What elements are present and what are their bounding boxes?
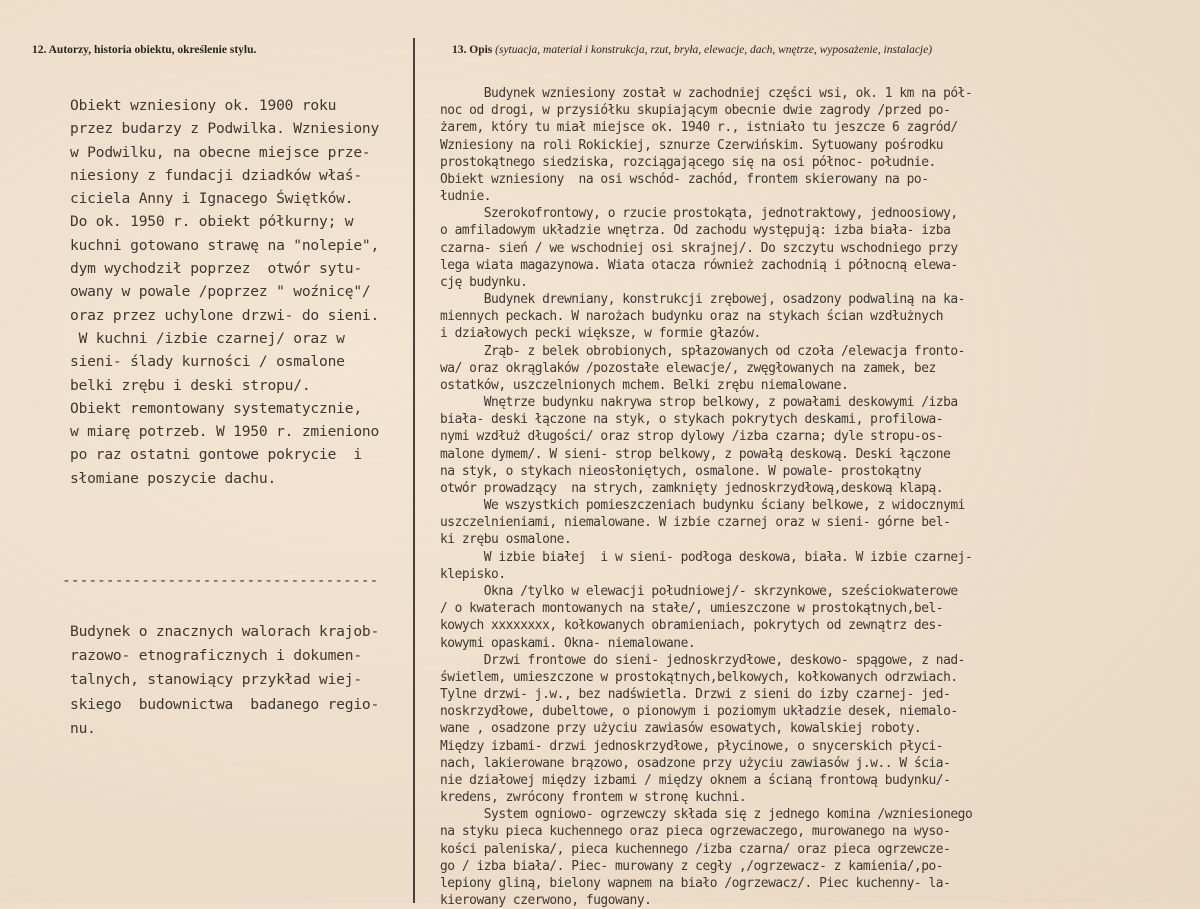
history-paragraph: Obiekt wzniesiony ok. 1900 roku przez budarzy z Podwilka. Wzniesiony w Podwilku, na obecne miejsce prze- niesiony z fundacji dziadków właś- ciciela Anny i Ignacego Świętków. Do ok. 1950 r. obiekt półkurny; w kuchni gotowano strawę na "nolepie", dym wychodził poprzez otwór sytu- owany w powale /poprzez " woźnicę"/ oraz przez uchylone drzwi- do sieni. W kuchni /izbie czarnej/ oraz w sieni- ślady kurności / osmalone belki zrębu i deski stropu/. Obiekt remontowany systematycznie, w miarę potrzeb. W 1950 r. zmieniono po raz ostatni gontowe pokrycie i słomiane poszycie dachu. — [70, 97, 380, 487]
dashed-separator: ------------------------------------ — [62, 572, 379, 589]
section-13-header — [452, 44, 932, 56]
assessment-paragraph: Budynek o znacznych walorach krajob- razowo- etnograficznych i dokumen- talnych, stanowiący przykład wiej- skiego budownictwa badanego regio- nu. — [70, 623, 380, 737]
section-12-header: 12. Autorzy, historia obiektu, określenie stylu. — [32, 44, 257, 56]
section-13-subtitle: (sytuacja, materiał i konstrukcja, rzut, bryła, elewacje, dach, wnętrze, wyposażenie, instalacje) — [495, 44, 933, 56]
description-text: Budynek wzniesiony został w zachodniej części wsi, ok. 1 km na pół- noc od drogi, w przysiółku skupiającym obecnie dwie zagrody /przed po- żarem, który tu miał miejsce ok. 1940 r., istniało tu jeszcze 6 zagród/ Wzniesiony na roli Rokickiej, sznurze Czerwińskim. Sytuowany pośrodku prostokątnego siedziska, rozciągającego się na osi północ- południe. Obiekt wzniesiony na osi wschód- zachód, frontem skierowany na po- łudnie. Szerokofrontowy, o rzucie prostokąta, jednotraktowy, jednoosiowy, o amfiladowym układzie wnętrza. Od zachodu występują: izba biała- izba czarna- sień / we wschodniej osi skrajnej/. Do szczytu wschodniego przy lega wiata magazynowa. Wiata otacza również zachodnią i północną elewa- cję budynku. Budynek drewniany, konstrukcji zrębowej, osadzony podwaliną na ka- miennych peckach. W narożach budynku oraz na stykach ścian wzdłużnych i działowych pecki większe, w formie głazów. Zrąb- z belek obrobionych, spłazowanych od czoła /elewacja fronto- wa/ oraz okrąglaków /pozostałe elewacje/, zwęgłowanych na zamek, bez ostatków, uszczelnionych mchem. Belki zrębu niemalowane. Wnętrze budynku nakrywa strop belkowy, z powałami deskowymi /izba biała- deski łączone na styk, o stykach pokrytych deskami, profilowa- nymi wzdłuż długości/ oraz strop dylowy /izba czarna; dyle stropu-os- malone dymem/. W sieni- strop belkowy, z powałą deskową. Deski łączone na styk, o stykach nieosłoniętych, osmalone. W powale- prostokątny otwór prowadzący na strych, zamknięty jednoskrzydłową,deskową klapą. We wszystkich pomieszczeniach budynku ściany belkowe, z widocznymi uszczelnieniami, niemalowane. W izbie czarnej oraz w sieni- górne bel- ki zrębu osmalone. W izbie białej i w sieni- podłoga deskowa, biała. W izbie czarnej- klepisko. Okna /tylko w elewacji południowej/- skrzynkowe, sześciokwaterowe / o kwaterach montowanych na stałe/, umieszczone w prostokątnych,bel- kowych xxxxxxxx, kołkowanych obramieniach, pokrytych od zewnątrz des- kowymi opaskami. Okna- niemalowane. Drzwi frontowe do sieni- jednoskrzydłowe, deskowo- spągowe, z nad- świetlem, umieszczone w prostokątnych,belkowych, kołkowanych odrzwiach. Tylne drzwi- j.w., bez nadświetla. Drzwi z sieni do izby czarnej- jed- noskrzydłowe, dubeltowe, o pionowym i poziomym układzie desek, niemalo- wane , osadzone przy użyciu zawiasów esowatych, kowalskiej roboty. Między izbami- drzwi jednoskrzydłowe, płycinowe, o snycerskich płyci- nach, lakierowane brązowo, osadzone przy użyciu zawiasów j.w.. W ścia- nie działowej między izbami / między oknem a ścianą frontową budynku/- kredens, zwrócony frontem w stronę kuchni. System ogniowo- ogrzewczy składa się z jednego komina /wzniesionego na styku pieca kuchennego oraz pieca ogrzewaczego, murowanego na wyso- kości paleniska/, pieca kuchennego /izba czarna/ oraz pieca ogrzewcze- go / izba biała/. Piec- murowany z cegły ,/ogrzewacz- z kamienia/,po- lepiony gliną, bielony wapnem na biało /ogrzewacz/. Piec kuchenny- la- kierowany czerwono, fugowany. — [440, 86, 973, 909]
section-13-number: 13. Opis — [452, 44, 493, 56]
column-divider — [413, 38, 415, 903]
